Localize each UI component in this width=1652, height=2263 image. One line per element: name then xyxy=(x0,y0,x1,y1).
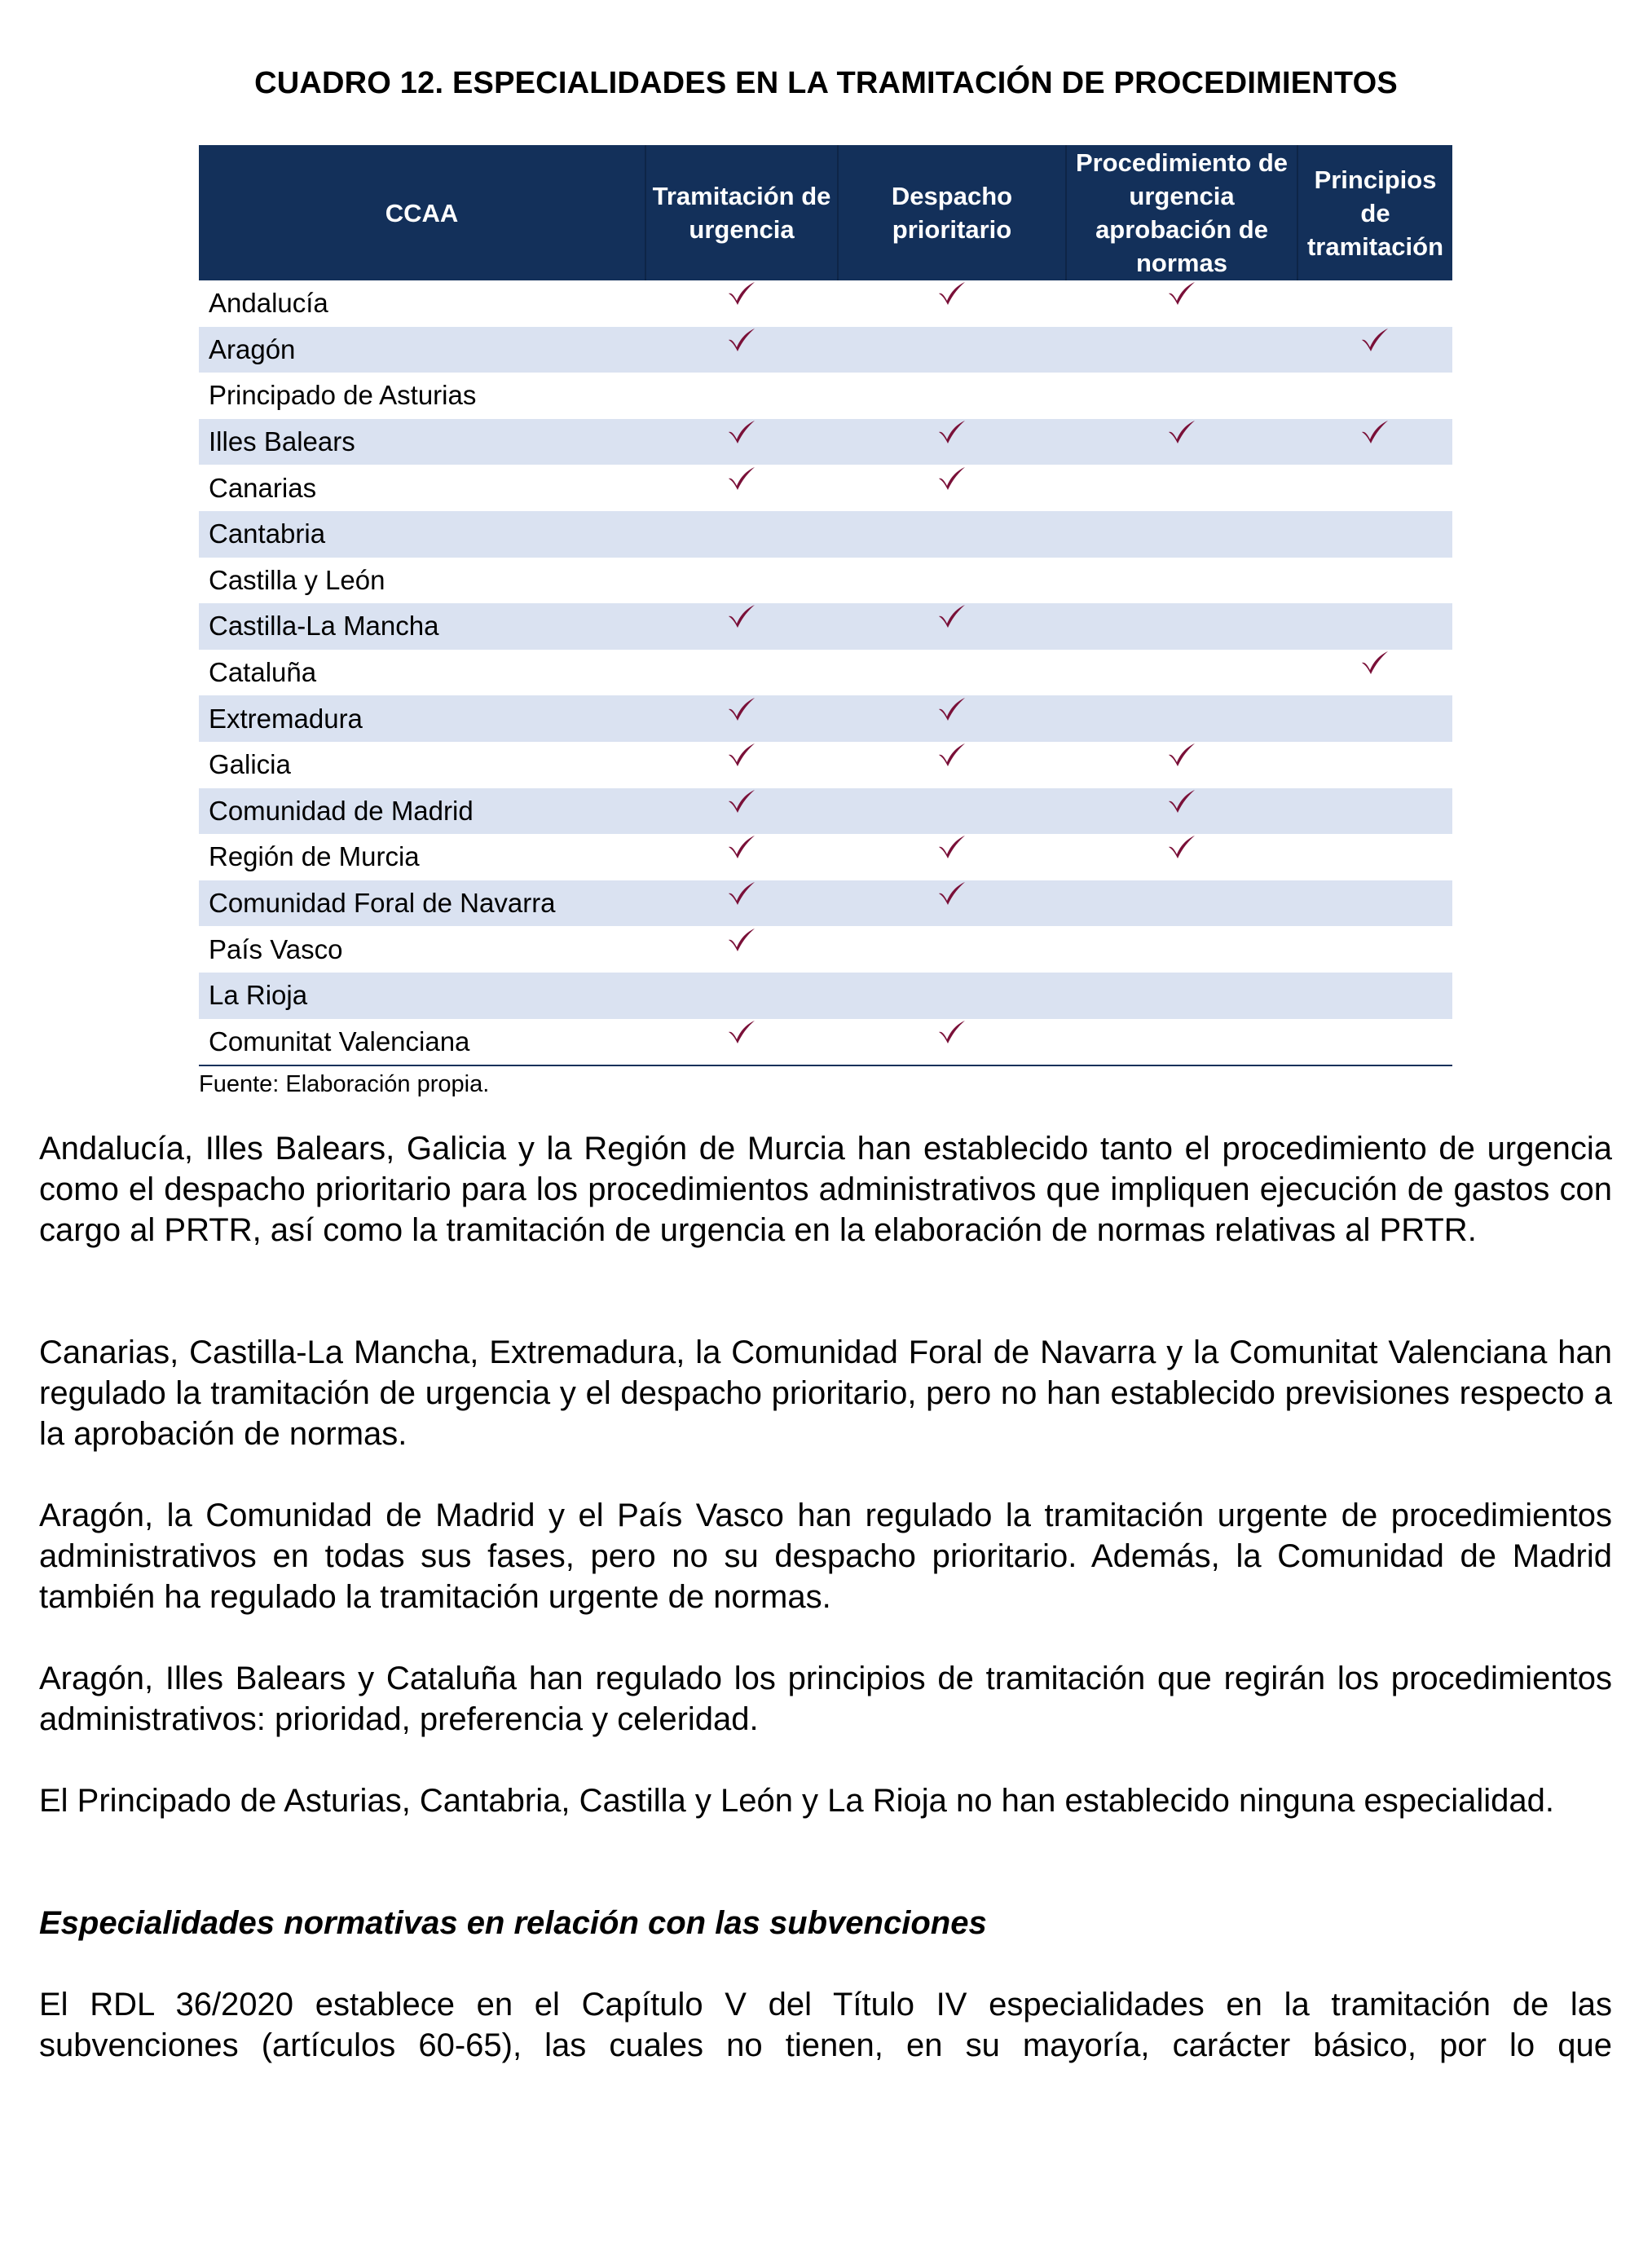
check-cell xyxy=(838,973,1066,1019)
column-header-despacho-prioritario: Despacho prioritario xyxy=(838,145,1066,280)
table-row xyxy=(199,280,1452,327)
region-name-cell: Comunidad Foral de Navarra xyxy=(199,880,645,927)
table-row xyxy=(199,926,1452,973)
check-cell xyxy=(645,419,838,465)
check-cell xyxy=(838,880,1066,927)
region-name-cell: Región de Murcia xyxy=(199,834,645,880)
table-row xyxy=(199,558,1452,604)
check-cell xyxy=(1297,926,1452,973)
check-cell xyxy=(1066,558,1297,604)
region-name-cell: País Vasco xyxy=(199,926,645,973)
table-row xyxy=(199,373,1452,419)
check-cell xyxy=(838,419,1066,465)
check-cell xyxy=(1297,558,1452,604)
check-cell xyxy=(1066,373,1297,419)
check-cell xyxy=(1066,650,1297,696)
check-cell xyxy=(838,280,1066,327)
check-cell xyxy=(1297,973,1452,1019)
region-name-cell: Comunitat Valenciana xyxy=(199,1019,645,1066)
region-name-cell: Comunidad de Madrid xyxy=(199,788,645,835)
check-mark-icon xyxy=(1168,835,1196,859)
check-cell xyxy=(645,880,838,927)
check-cell xyxy=(1297,511,1452,558)
check-cell xyxy=(1297,650,1452,696)
check-cell xyxy=(1066,419,1297,465)
column-header-principios-tramitacion: Principios de tramitación xyxy=(1297,145,1452,280)
table-row xyxy=(199,880,1452,927)
region-name-cell: Galicia xyxy=(199,742,645,788)
check-cell xyxy=(1066,834,1297,880)
check-cell xyxy=(838,1019,1066,1066)
table-source-note: Fuente: Elaboración propia. xyxy=(199,1071,490,1097)
check-cell xyxy=(645,373,838,419)
table-body xyxy=(199,280,1452,1065)
check-cell xyxy=(1066,465,1297,511)
check-cell xyxy=(838,788,1066,835)
check-mark-icon xyxy=(728,881,756,906)
check-cell xyxy=(1297,834,1452,880)
region-name-cell: Cantabria xyxy=(199,511,645,558)
check-cell xyxy=(1066,926,1297,973)
region-name-cell: La Rioja xyxy=(199,973,645,1019)
region-name-cell: Cataluña xyxy=(199,650,645,696)
check-mark-icon xyxy=(1168,789,1196,814)
check-cell xyxy=(1297,1019,1452,1066)
check-mark-icon xyxy=(1361,420,1389,444)
check-mark-icon xyxy=(1168,281,1196,306)
table-header-row xyxy=(199,145,1452,280)
check-cell xyxy=(1066,327,1297,373)
check-cell xyxy=(645,558,838,604)
check-mark-icon xyxy=(938,466,966,491)
check-mark-icon xyxy=(728,789,756,814)
table-row xyxy=(199,465,1452,511)
table-row xyxy=(199,419,1452,465)
check-cell xyxy=(838,511,1066,558)
check-mark-icon xyxy=(1168,743,1196,767)
check-cell xyxy=(1297,419,1452,465)
check-mark-icon xyxy=(938,697,966,721)
check-cell xyxy=(645,465,838,511)
region-name-cell: Andalucía xyxy=(199,280,645,327)
paragraph-3: Aragón, la Comunidad de Madrid y el País Vasco han regulado la tramitación urgente de procedimientos administrativos en todas sus fases, pero no su despacho prioritario. Además, la Comunidad de Madrid también ha regulado la tramitación urgente de normas. xyxy=(39,1498,1612,1615)
table-row xyxy=(199,834,1452,880)
paragraph-2: Canarias, Castilla-La Mancha, Extremadura, la Comunidad Foral de Navarra y la Comunitat Valenciana han regulado la tramitación de urgencia y el despacho prioritario, pero no han establecido previsiones respecto a la aprobación de normas. xyxy=(39,1334,1612,1452)
region-name-cell: Canarias xyxy=(199,465,645,511)
check-mark-icon xyxy=(938,1020,966,1044)
check-cell xyxy=(645,973,838,1019)
check-cell xyxy=(645,695,838,742)
region-name-cell: Principado de Asturias xyxy=(199,373,645,419)
check-mark-icon xyxy=(938,420,966,444)
section-heading: Especialidades normativas en relación con las subvenciones xyxy=(39,1905,987,1941)
table-row xyxy=(199,788,1452,835)
table-row xyxy=(199,695,1452,742)
column-header-tramitacion-urgencia: Tramitación de urgencia xyxy=(645,145,838,280)
paragraph-4: Aragón, Illes Balears y Cataluña han regulado los principios de tramitación que regirán los procedimientos administrativos: prioridad, preferencia y celeridad. xyxy=(39,1661,1612,1737)
table-row xyxy=(199,742,1452,788)
paragraph-6: El RDL 36/2020 establece en el Capítulo V del Título IV especialidades en la tramitación de las subvenciones (artículos 60-65), las cuales no tienen, en su mayoría, carácter básico, por lo que xyxy=(39,1987,1612,2063)
region-name-cell: Castilla-La Mancha xyxy=(199,603,645,650)
check-cell xyxy=(645,511,838,558)
check-cell xyxy=(1297,788,1452,835)
check-cell xyxy=(1297,327,1452,373)
check-cell xyxy=(838,465,1066,511)
check-mark-icon xyxy=(728,835,756,859)
check-mark-icon xyxy=(728,928,756,952)
column-header-procedimiento-urgencia-normas: Procedimiento de urgencia aprobación de normas xyxy=(1066,145,1297,280)
region-name-cell: Illes Balears xyxy=(199,419,645,465)
check-mark-icon xyxy=(938,281,966,306)
paragraph-5: El Principado de Asturias, Cantabria, Castilla y León y La Rioja no han establecido ninguna especialidad. xyxy=(39,1783,1554,1819)
check-mark-icon xyxy=(938,835,966,859)
check-cell xyxy=(1297,695,1452,742)
check-cell xyxy=(1066,880,1297,927)
check-cell xyxy=(1297,880,1452,927)
check-mark-icon xyxy=(728,420,756,444)
check-cell xyxy=(838,742,1066,788)
check-cell xyxy=(1066,788,1297,835)
check-cell xyxy=(645,742,838,788)
check-cell xyxy=(645,650,838,696)
paragraph-1: Andalucía, Illes Balears, Galicia y la Región de Murcia han establecido tanto el procedimiento de urgencia como el despacho prioritario para los procedimientos administrativos que impliquen ejecución de gastos con cargo al PRTR, así como la tramitación de urgencia en la elaboración de normas relativas al PRTR. xyxy=(39,1131,1612,1248)
check-mark-icon xyxy=(728,466,756,491)
check-mark-icon xyxy=(938,743,966,767)
check-cell xyxy=(1066,280,1297,327)
check-cell xyxy=(1066,973,1297,1019)
region-name-cell: Castilla y León xyxy=(199,558,645,604)
check-cell xyxy=(1297,280,1452,327)
check-cell xyxy=(645,603,838,650)
check-mark-icon xyxy=(938,604,966,629)
check-cell xyxy=(645,788,838,835)
check-cell xyxy=(1066,603,1297,650)
table-row xyxy=(199,973,1452,1019)
check-cell xyxy=(1297,373,1452,419)
check-cell xyxy=(838,650,1066,696)
check-cell xyxy=(838,603,1066,650)
table-row xyxy=(199,327,1452,373)
table-header xyxy=(199,145,1452,280)
specialties-table xyxy=(199,145,1452,1066)
check-mark-icon xyxy=(728,604,756,629)
check-cell xyxy=(838,695,1066,742)
check-mark-icon xyxy=(938,881,966,906)
table-row xyxy=(199,650,1452,696)
check-mark-icon xyxy=(728,1020,756,1044)
check-cell xyxy=(838,926,1066,973)
check-cell xyxy=(645,280,838,327)
table-title: CUADRO 12. ESPECIALIDADES EN LA TRAMITACIÓN DE PROCEDIMIENTOS xyxy=(254,66,1398,100)
check-cell xyxy=(1066,511,1297,558)
column-header-ccaa: CCAA xyxy=(199,145,645,280)
table-row xyxy=(199,511,1452,558)
check-cell xyxy=(1066,695,1297,742)
check-cell xyxy=(1297,465,1452,511)
region-name-cell: Extremadura xyxy=(199,695,645,742)
check-cell xyxy=(1066,1019,1297,1066)
check-cell xyxy=(838,834,1066,880)
check-mark-icon xyxy=(728,328,756,352)
check-cell xyxy=(1297,742,1452,788)
table-row xyxy=(199,603,1452,650)
table-row xyxy=(199,1019,1452,1066)
check-cell xyxy=(645,926,838,973)
check-cell xyxy=(838,327,1066,373)
check-mark-icon xyxy=(728,281,756,306)
check-cell xyxy=(838,373,1066,419)
check-cell xyxy=(645,327,838,373)
check-cell xyxy=(1066,742,1297,788)
check-mark-icon xyxy=(1361,328,1389,352)
region-name-cell: Aragón xyxy=(199,327,645,373)
check-cell xyxy=(1297,603,1452,650)
check-mark-icon xyxy=(728,697,756,721)
check-cell xyxy=(838,558,1066,604)
check-mark-icon xyxy=(1168,420,1196,444)
check-cell xyxy=(645,1019,838,1066)
check-mark-icon xyxy=(1361,651,1389,675)
check-cell xyxy=(645,834,838,880)
check-mark-icon xyxy=(728,743,756,767)
